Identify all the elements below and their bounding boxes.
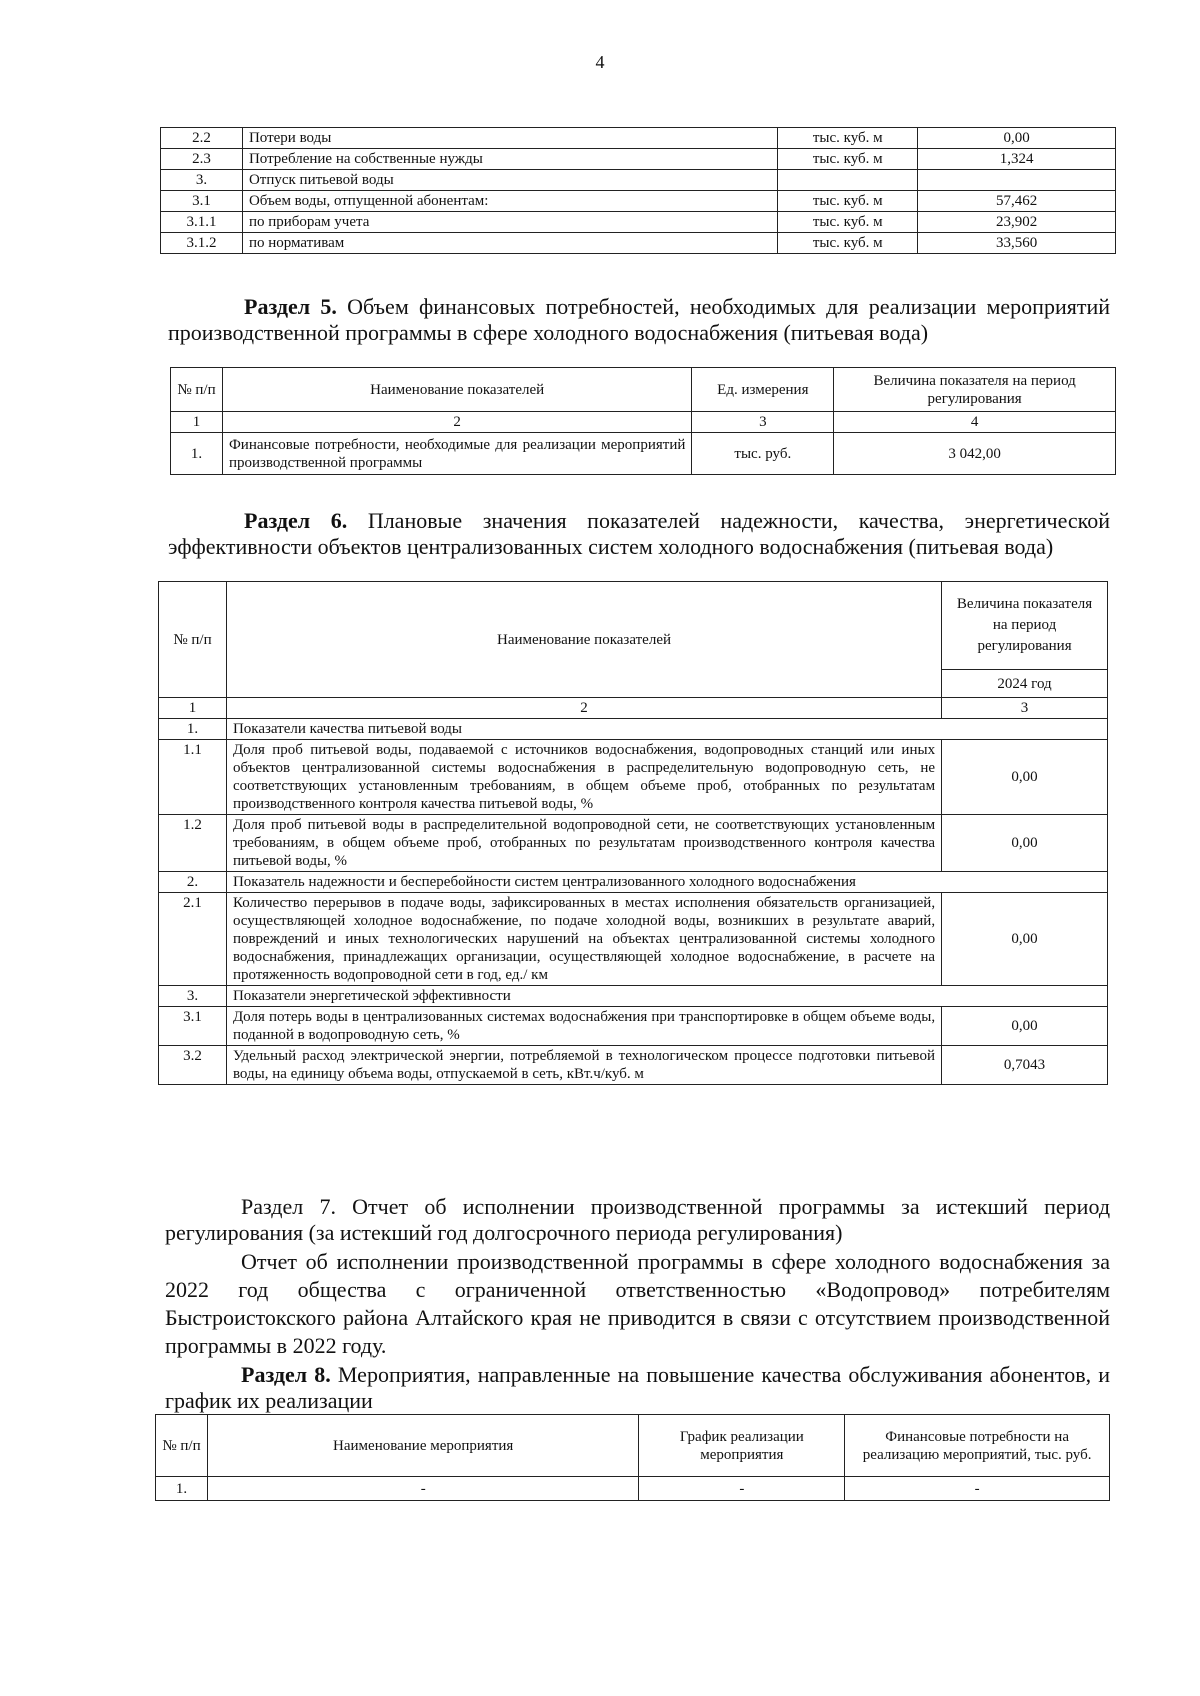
section8-heading — [165, 1362, 1110, 1414]
header-value: Величина показателя на период регулирования — [942, 582, 1108, 670]
section7-text: Отчет об исполнении производственной программы в сфере холодного водоснабжения за 2022 год общества с ограниченной ответственностью «Водопровод» потребителям Быстроистокского района Алтайского края не приводится в связи с отсутствием производственной программы в 2022 году. — [165, 1249, 1110, 1358]
header-finance: Финансовые потребности на реализацию мероприятий, тыс. руб. — [845, 1415, 1110, 1477]
table-row — [159, 815, 1108, 872]
row-unit: тыс. куб. м — [778, 128, 918, 149]
row-name: Объем воды, отпущенной абонентам: — [242, 191, 777, 212]
section8-title: Мероприятия, направленные на повышение качества обслуживания абонентов, и график их реализации — [165, 1362, 1111, 1413]
header-number: № п/п — [171, 368, 223, 412]
row-unit: тыс. куб. м — [778, 149, 918, 170]
row-number: 3.1.1 — [161, 212, 243, 233]
header-period: 2024 год — [942, 670, 1108, 698]
section8-label: Раздел 8. — [241, 1362, 331, 1387]
header-name: Наименование мероприятия — [207, 1415, 638, 1477]
row-name: Показатель надежности и бесперебойности систем централизованного холодного водоснабжения — [226, 872, 1107, 893]
row-name: Показатели энергетической эффективности — [226, 986, 1107, 1007]
table-row — [161, 128, 1116, 149]
section8-table — [155, 1414, 1110, 1501]
column-number: 1 — [159, 698, 227, 719]
table-row — [159, 1007, 1108, 1046]
row-value: 3 042,00 — [834, 433, 1116, 475]
row-number: 3. — [161, 170, 243, 191]
row-value: 0,00 — [942, 740, 1108, 815]
row-number: 2. — [159, 872, 227, 893]
row-number: 2.2 — [161, 128, 243, 149]
row-name: Финансовые потребности, необходимые для реализации мероприятий производственной программы — [222, 433, 691, 475]
row-name: Отпуск питьевой воды — [242, 170, 777, 191]
row-name: Показатели качества питьевой воды — [226, 719, 1107, 740]
row-number: 3.1.2 — [161, 233, 243, 254]
row-unit: тыс. куб. м — [778, 233, 918, 254]
row-unit: тыс. куб. м — [778, 212, 918, 233]
table-row — [161, 191, 1116, 212]
row-name: Количество перерывов в подаче воды, зафиксированных в местах исполнения обязательств организацией, осуществляющей холодное водоснабжение, по подаче холодной воды, возникших в результате аварий, повреждений и иных технологических нарушений на объектах централизованной системы холодного водоснабжения, принадлежащих организации, осуществляющей холодное водоснабжение, в расчете на протяженность водопроводной сети в год, ед./ км — [226, 893, 941, 986]
section6-title: Плановые значения показателей надежности, качества, энергетической эффективности объектов централизованных систем холодного водоснабжения (питьевая вода) — [168, 508, 1110, 559]
row-unit — [778, 170, 918, 191]
table-row — [159, 1046, 1108, 1085]
row-finance: - — [845, 1477, 1110, 1501]
row-value: 0,7043 — [942, 1046, 1108, 1085]
group-row — [159, 872, 1108, 893]
row-name: Доля проб питьевой воды в распределительной водопроводной сети, не соответствующих установленным требованиям, в общем объеме проб, отобранных по результатам производственного контроля качества питьевой воды, % — [226, 815, 941, 872]
table-header-row — [171, 368, 1116, 412]
column-numbers-row — [171, 412, 1116, 433]
section7-label: Раздел 7. — [241, 1194, 336, 1219]
row-name: по приборам учета — [242, 212, 777, 233]
row-unit: тыс. руб. — [692, 433, 834, 475]
table-row — [161, 233, 1116, 254]
row-value: 57,462 — [918, 191, 1116, 212]
table-row — [161, 149, 1116, 170]
row-number: 3.1 — [159, 1007, 227, 1046]
section5-title: Объем финансовых потребностей, необходимых для реализации мероприятий производственной программы в сфере холодного водоснабжения (питьевая вода) — [168, 294, 1110, 345]
section5-heading — [168, 294, 1110, 346]
section7-title: Отчет об исполнении производственной программы за истекший период регулирования (за истекший год долгосрочного периода регулирования) — [165, 1194, 1111, 1245]
header-name: Наименование показателей — [226, 582, 941, 698]
row-value: 33,560 — [918, 233, 1116, 254]
row-number: 3.2 — [159, 1046, 227, 1085]
row-name: Потребление на собственные нужды — [242, 149, 777, 170]
row-value: 0,00 — [942, 1007, 1108, 1046]
header-number: № п/п — [156, 1415, 208, 1477]
table-row — [161, 170, 1116, 191]
row-name: Доля потерь воды в централизованных системах водоснабжения при транспортировке в общем объеме воды, поданной в водопроводную сеть, % — [226, 1007, 941, 1046]
row-schedule: - — [639, 1477, 845, 1501]
row-name: Удельный расход электрической энергии, потребляемой в технологическом процессе подготовки питьевой воды, на единицу объема воды, отпускаемой в сеть, кВт.ч/куб. м — [226, 1046, 941, 1085]
section5-table — [170, 367, 1116, 475]
table-row — [156, 1477, 1110, 1501]
column-number: 4 — [834, 412, 1116, 433]
column-number: 2 — [222, 412, 691, 433]
header-number: № п/п — [159, 582, 227, 698]
group-row — [159, 986, 1108, 1007]
row-number: 3. — [159, 986, 227, 1007]
row-name: Доля проб питьевой воды, подаваемой с источников водоснабжения, водопроводных станций или иных объектов централизованной системы водоснабжения в распределительную водопроводную сеть, не соответствующих установленным требованиям, в общем объеме проб, отобранных по результатам производственного контроля качества питьевой воды, % — [226, 740, 941, 815]
row-value: 1,324 — [918, 149, 1116, 170]
row-number: 2.1 — [159, 893, 227, 986]
column-number: 1 — [171, 412, 223, 433]
group-row — [159, 719, 1108, 740]
row-name: по нормативам — [242, 233, 777, 254]
row-number: 3.1 — [161, 191, 243, 212]
row-name: - — [207, 1477, 638, 1501]
row-number: 1.1 — [159, 740, 227, 815]
row-value: 0,00 — [942, 893, 1108, 986]
row-value: 0,00 — [942, 815, 1108, 872]
row-number: 1.2 — [159, 815, 227, 872]
column-number: 2 — [226, 698, 941, 719]
column-numbers-row — [159, 698, 1108, 719]
section6-label: Раздел 6. — [244, 508, 348, 533]
table-row — [171, 433, 1116, 475]
row-number: 1. — [159, 719, 227, 740]
header-value: Величина показателя на период регулирования — [834, 368, 1116, 412]
row-number: 1. — [171, 433, 223, 475]
section6-table — [158, 581, 1108, 1085]
table-header-row — [156, 1415, 1110, 1477]
column-number: 3 — [692, 412, 834, 433]
row-number: 1. — [156, 1477, 208, 1501]
water-balance-table — [160, 127, 1116, 254]
row-value — [918, 170, 1116, 191]
section7-heading — [165, 1194, 1110, 1246]
table-row — [161, 212, 1116, 233]
column-number: 3 — [942, 698, 1108, 719]
row-value: 23,902 — [918, 212, 1116, 233]
section6-heading — [168, 508, 1110, 560]
page-number: 4 — [595, 52, 605, 72]
row-name: Потери воды — [242, 128, 777, 149]
header-name: Наименование показателей — [222, 368, 691, 412]
row-unit: тыс. куб. м — [778, 191, 918, 212]
row-number: 2.3 — [161, 149, 243, 170]
table-row — [159, 893, 1108, 986]
section5-label: Раздел 5. — [244, 294, 337, 319]
header-schedule: График реализации мероприятия — [639, 1415, 845, 1477]
table-row — [159, 740, 1108, 815]
table-header-row — [159, 582, 1108, 670]
header-unit: Ед. измерения — [692, 368, 834, 412]
row-value: 0,00 — [918, 128, 1116, 149]
